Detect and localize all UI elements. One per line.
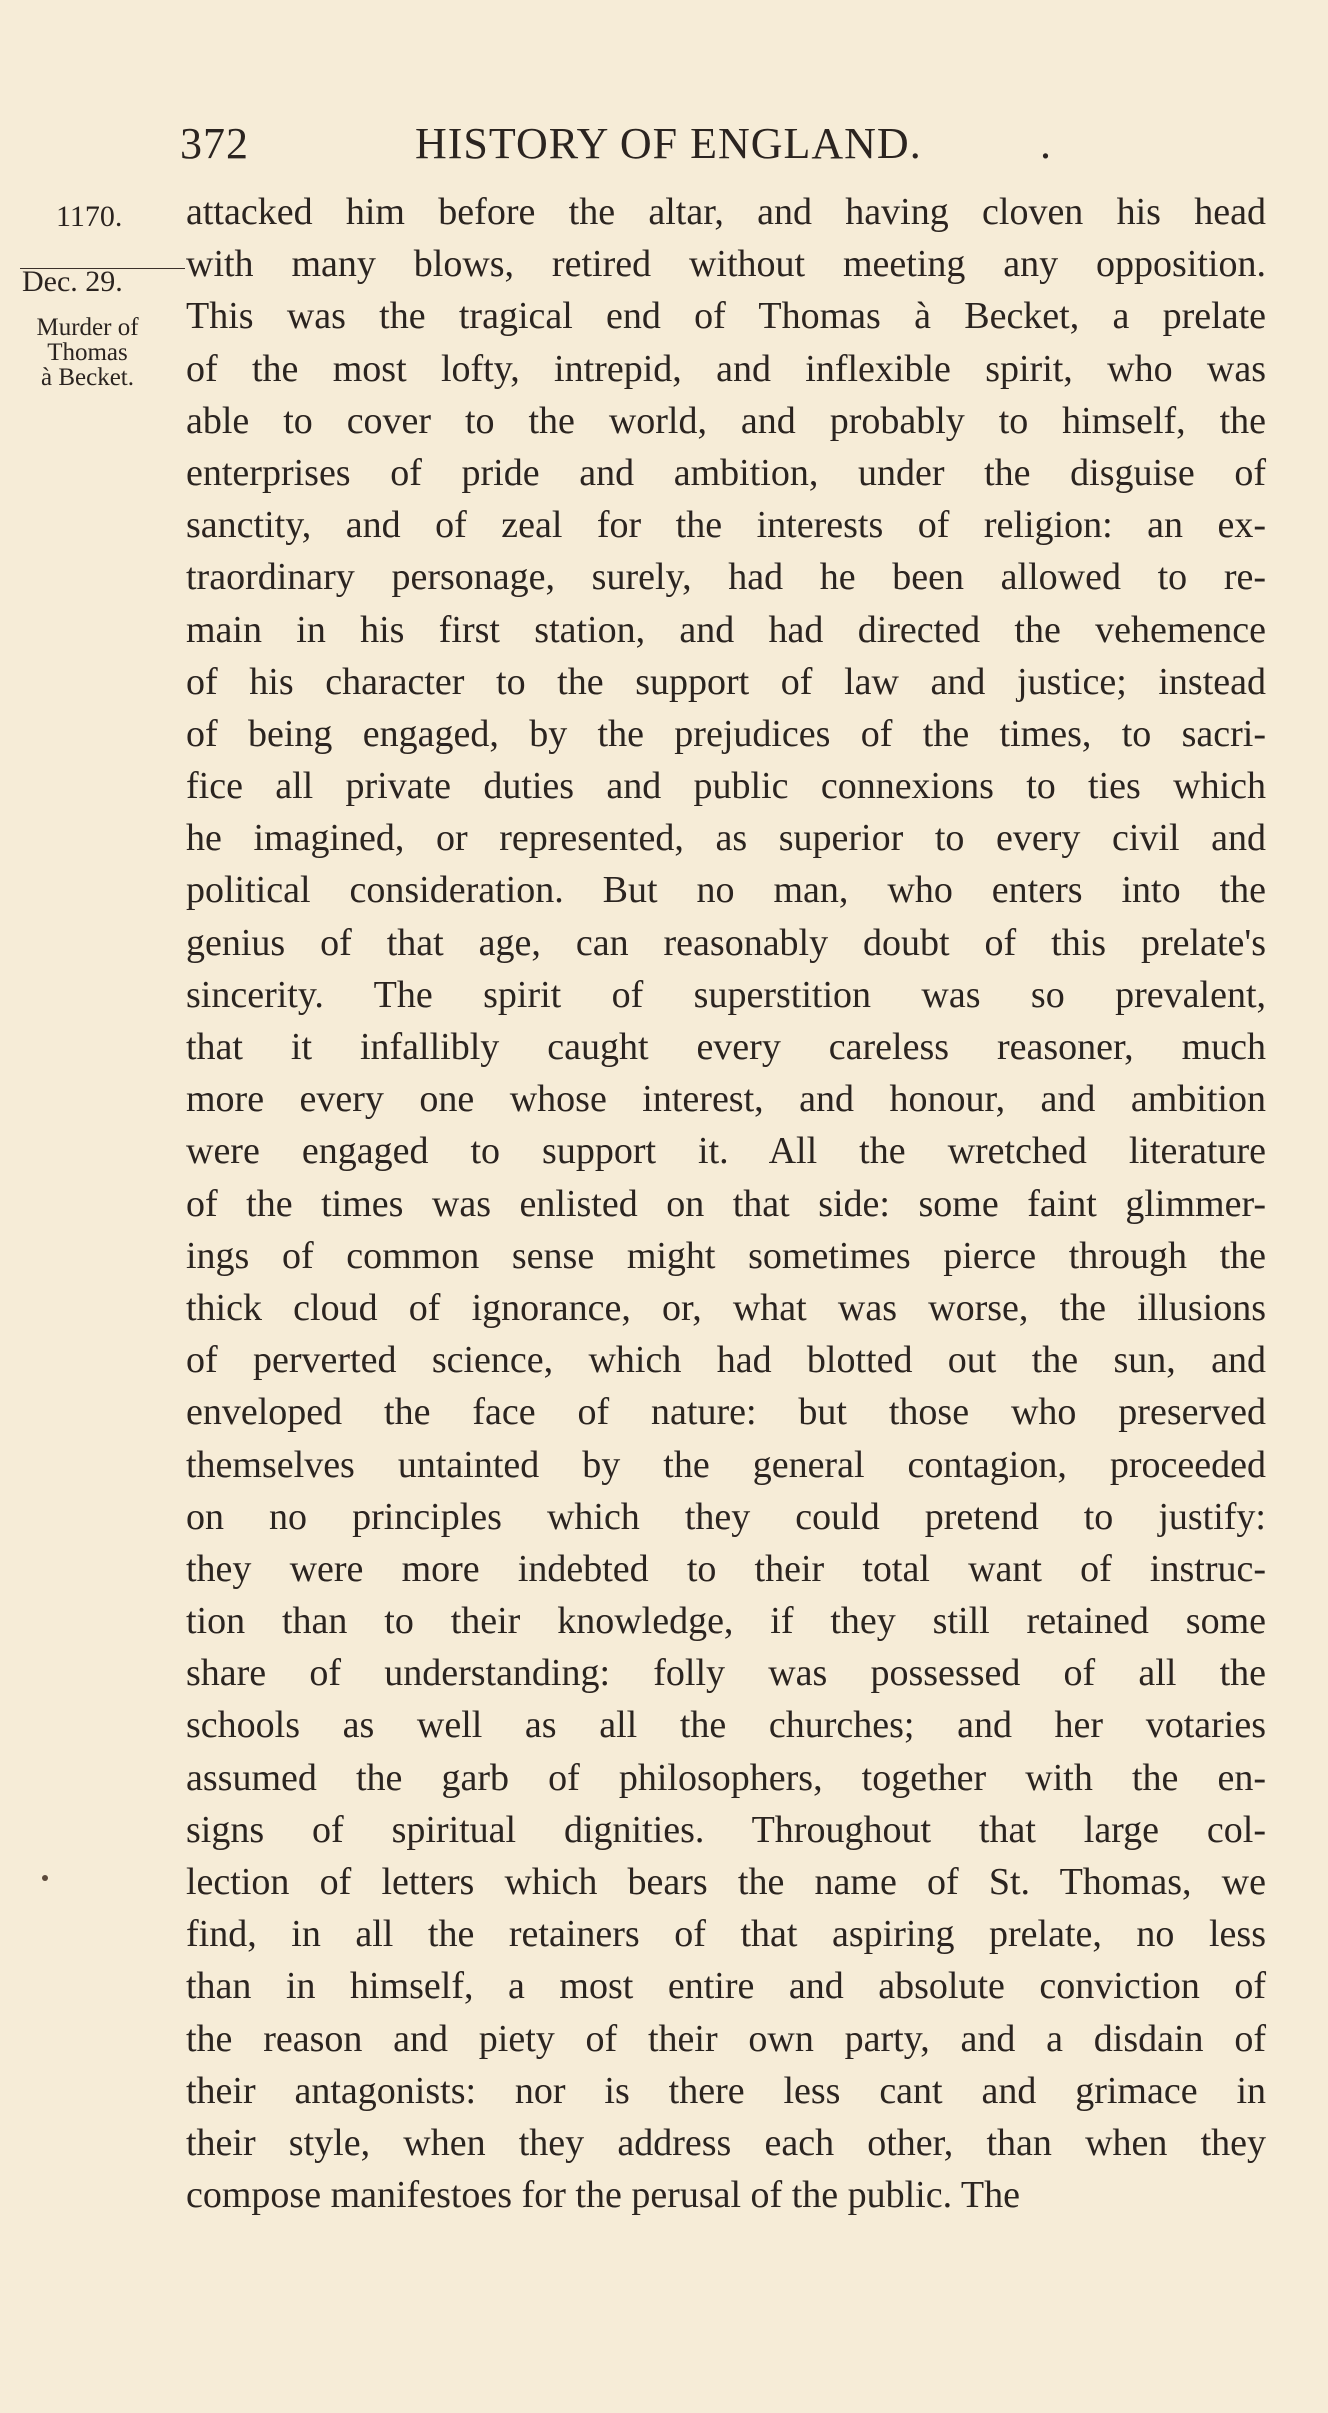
margin-year: 1170. bbox=[56, 200, 123, 233]
text-line: able to cover to the world, and probably to himself, the bbox=[186, 399, 1266, 442]
text-line: This was the tragical end of Thomas à Becket, a prelate bbox=[186, 295, 1266, 338]
text-line: themselves untainted by the general contagion, proceeded bbox=[186, 1443, 1266, 1486]
text-line: lection of letters which bears the name of St. Thomas, we bbox=[186, 1861, 1266, 1903]
margin-note-line: Murder of bbox=[36, 314, 139, 341]
text-line: of the times was enlisted on that side: some faint glimmer- bbox=[186, 1182, 1266, 1225]
text-line: were engaged to support it. All the wretched literature bbox=[186, 1130, 1266, 1173]
text-line: signs of spiritual dignities. Throughout that large col- bbox=[186, 1808, 1266, 1851]
text-line: of his character to the support of law and justice; instead bbox=[186, 660, 1266, 703]
text-line: enterprises of pride and ambition, under the disguise of bbox=[186, 451, 1266, 494]
header-mark: . bbox=[1040, 119, 1052, 168]
text-line: on no principles which they could pretend to justify: bbox=[186, 1495, 1266, 1538]
margin-date: Dec. 29. bbox=[22, 265, 123, 298]
text-line: sanctity, and of zeal for the interests of religion: an ex- bbox=[186, 504, 1266, 547]
text-line: political consideration. But no man, who enters into the bbox=[186, 869, 1266, 912]
text-line: with many blows, retired without meeting any opposition. bbox=[186, 243, 1266, 286]
text-line: attacked him before the altar, and having cloven his head bbox=[186, 191, 1266, 233]
text-line: more every one whose interest, and honour, and ambition bbox=[186, 1078, 1266, 1121]
text-line: genius of that age, can reasonably doubt of this prelate's bbox=[186, 921, 1266, 964]
text-line: he imagined, or represented, as superior to every civil and bbox=[186, 817, 1266, 860]
text-line: their style, when they address each other, than when they bbox=[186, 2121, 1266, 2164]
text-line: that it infallibly caught every careless reasoner, much bbox=[186, 1026, 1266, 1068]
ink-dot bbox=[42, 1875, 48, 1881]
text-line: they were more indebted to their total want of instruc- bbox=[186, 1547, 1266, 1590]
text-line: find, in all the retainers of that aspiring prelate, no less bbox=[186, 1913, 1266, 1956]
body-text bbox=[186, 186, 1266, 2221]
text-line: the reason and piety of their own party, and a disdain of bbox=[186, 2017, 1266, 2060]
text-line: ings of common sense might sometimes pierce through the bbox=[186, 1234, 1266, 1277]
text-line: enveloped the face of nature: but those who preserved bbox=[186, 1391, 1266, 1434]
text-line: assumed the garb of philosophers, together with the en- bbox=[186, 1756, 1266, 1799]
text-line: their antagonists: nor is there less cant and grimace in bbox=[186, 2069, 1266, 2112]
text-line: of perverted science, which had blotted out the sun, and bbox=[186, 1339, 1266, 1382]
text-line: of being engaged, by the prejudices of the times, to sacri- bbox=[186, 712, 1266, 755]
text-line: traordinary personage, surely, had he been allowed to re- bbox=[186, 556, 1266, 599]
text-line: thick cloud of ignorance, or, what was worse, the illusions bbox=[186, 1286, 1266, 1329]
running-title: HISTORY OF ENGLAND. bbox=[415, 119, 922, 168]
text-line: main in his first station, and had directed the vehemence bbox=[186, 608, 1266, 651]
text-line: schools as well as all the churches; and her votaries bbox=[186, 1704, 1266, 1747]
text-line: share of understanding: folly was possessed of all the bbox=[186, 1652, 1266, 1695]
text-line: sincerity. The spirit of superstition was so prevalent, bbox=[186, 973, 1266, 1016]
page-number: 372 bbox=[180, 119, 249, 168]
text-line: tion than to their knowledge, if they still retained some bbox=[186, 1600, 1266, 1643]
page-header bbox=[180, 118, 1260, 168]
margin-note bbox=[20, 315, 155, 390]
text-line: compose manifestoes for the perusal of the public. The bbox=[186, 2174, 1020, 2217]
text-line: than in himself, a most entire and absolute conviction of bbox=[186, 1965, 1266, 2008]
text-line: of the most lofty, intrepid, and inflexible spirit, who was bbox=[186, 347, 1266, 390]
margin-note-line: Thomas bbox=[47, 339, 128, 366]
text-line: fice all private duties and public connexions to ties which bbox=[186, 765, 1266, 808]
margin-note-line: à Becket. bbox=[40, 364, 134, 391]
